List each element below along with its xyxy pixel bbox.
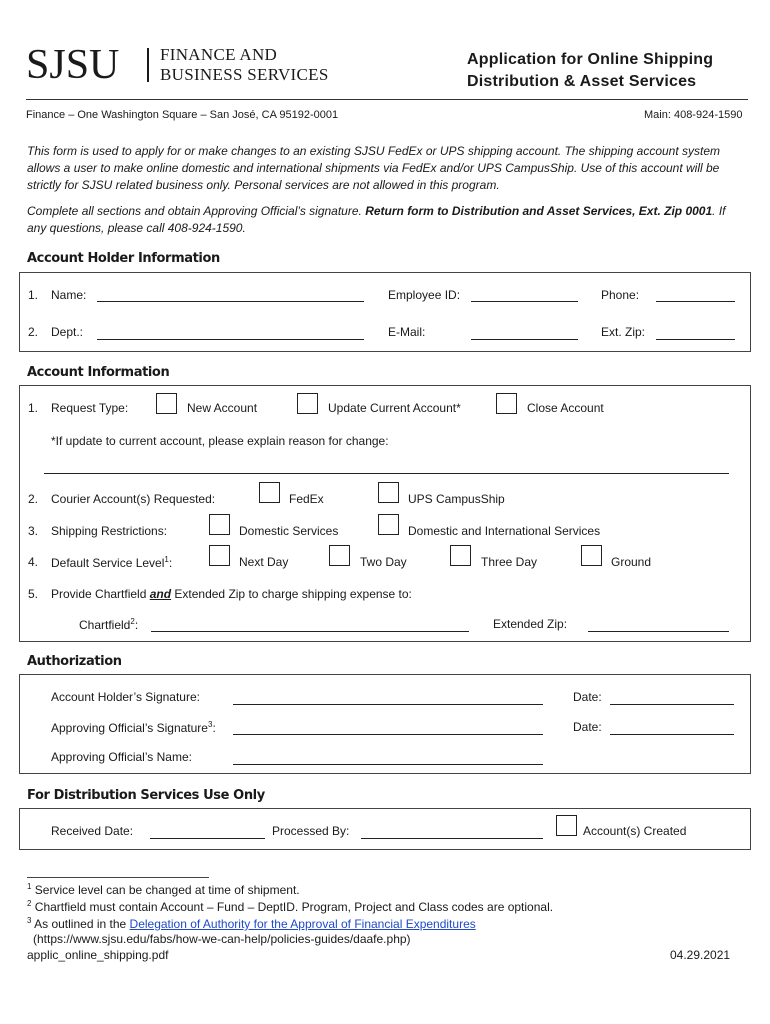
footnote-number: 3 <box>27 916 32 925</box>
form-title-line1: Application for Online Shipping <box>467 51 714 68</box>
processed-by-label: Processed By: <box>272 824 350 838</box>
footnote-separator <box>27 877 209 878</box>
phone-input-line[interactable] <box>656 301 735 302</box>
holder-date-line[interactable] <box>610 704 734 705</box>
domestic-label: Domestic Services <box>239 524 339 538</box>
request-type-label: Request Type: <box>51 401 129 415</box>
footnote-text: Service level can be changed at time of shipment. <box>34 883 300 897</box>
received-date-line[interactable] <box>150 838 265 839</box>
item-number: 3. <box>28 524 39 538</box>
domestic-intl-checkbox[interactable] <box>378 514 399 535</box>
extended-zip-label: Extended Zip: <box>493 617 568 631</box>
footnote-ref: 2 <box>130 617 135 626</box>
return-instructions: Return form to Distribution and Asset Services, Ext. Zip 0001 <box>365 204 713 218</box>
official-name-line[interactable] <box>233 764 543 765</box>
sjsu-logo: SJSU <box>26 42 120 88</box>
two-day-checkbox[interactable] <box>329 545 350 566</box>
courier-label: Courier Account(s) Requested: <box>51 492 216 506</box>
unit-name-line2: BUSINESS SERVICES <box>160 65 329 84</box>
next-day-checkbox[interactable] <box>209 545 230 566</box>
close-account-checkbox[interactable] <box>496 393 517 414</box>
dept-label: Dept.: <box>51 325 84 339</box>
footer-date: 04.29.2021 <box>670 948 731 962</box>
official-name-label: Approving Official’s Name: <box>51 750 192 764</box>
chartfield-instruction-end: Extended Zip to charge shipping expense to: <box>171 587 412 601</box>
new-account-label: New Account <box>187 401 258 415</box>
service-level-text: Default Service Level <box>51 556 165 570</box>
ext-zip-input-line[interactable] <box>656 339 735 340</box>
section-heading-authorization: Authorization <box>27 654 122 669</box>
official-signature-line[interactable] <box>233 734 543 735</box>
footnote-ref: 3 <box>207 720 213 729</box>
ups-checkbox[interactable] <box>378 482 399 503</box>
processed-by-line[interactable] <box>361 838 543 839</box>
item-number: 2. <box>28 492 39 506</box>
unit-name-line1: FINANCE AND <box>160 45 278 64</box>
section-heading-account-holder: Account Holder Information <box>27 251 220 266</box>
logo-divider <box>147 48 149 82</box>
ground-label: Ground <box>611 555 652 569</box>
fedex-label: FedEx <box>289 492 324 506</box>
date-label: Date: <box>573 690 602 704</box>
item-number: 1. <box>28 288 39 302</box>
ext-zip-label: Ext. Zip: <box>601 325 646 339</box>
two-day-label: Two Day <box>360 555 407 569</box>
section-heading-distribution: For Distribution Services Use Only <box>27 788 265 803</box>
official-signature-text: Approving Official’s Signature <box>51 721 208 735</box>
instructions-text: Complete all sections and obtain Approving Official’s signature. <box>27 204 366 218</box>
form-title-line2: Distribution & Asset Services <box>467 73 697 90</box>
contact-text: . If any questions, please call 408-924-1590. <box>27 204 726 235</box>
address-text: Finance – One Washington Square – San José, CA 95192-0001 <box>26 109 339 121</box>
delegation-of-authority-link[interactable]: Delegation of Authority for the Approval of Financial Expenditures <box>129 917 476 931</box>
holder-signature-line[interactable] <box>233 704 543 705</box>
update-account-checkbox[interactable] <box>297 393 318 414</box>
accounts-created-label: Account(s) Created <box>583 824 687 838</box>
footnote-1 <box>27 882 300 897</box>
domestic-intl-label: Domestic and International Services <box>408 524 601 538</box>
instructions-paragraph <box>27 203 727 237</box>
chartfield-instruction <box>51 587 412 601</box>
restrictions-label: Shipping Restrictions: <box>51 524 168 538</box>
intro-paragraph: This form is used to apply for or make changes to an existing SJSU FedEx or UPS shipping account. The shipping account system allows a user to make online domestic and international shipments via FedEx and/or UPS CampusShip. Use of this account will be strictly for SJSU related business only. Personal services are not allowed in this program. <box>27 144 721 192</box>
ups-label: UPS CampusShip <box>408 492 505 506</box>
employee-id-label: Employee ID: <box>388 288 461 302</box>
three-day-checkbox[interactable] <box>450 545 471 566</box>
service-level-label: Default Service Level$^1$: <box>51 555 173 570</box>
received-date-label: Received Date: <box>51 824 134 838</box>
chartfield-text: Chartfield <box>79 618 131 632</box>
new-account-checkbox[interactable] <box>156 393 177 414</box>
footnote-3 <box>27 916 476 931</box>
close-account-label: Close Account <box>527 401 604 415</box>
footnote-number: 2 <box>27 899 32 908</box>
accounts-created-checkbox[interactable] <box>556 815 577 836</box>
footnote-ref: 1 <box>164 555 169 564</box>
section-heading-account-info: Account Information <box>27 365 170 380</box>
item-number: 5. <box>28 587 39 601</box>
fedex-checkbox[interactable] <box>259 482 280 503</box>
update-account-label: Update Current Account* <box>328 401 461 415</box>
chartfield-input-line[interactable] <box>151 631 469 632</box>
item-number: 4. <box>28 555 39 569</box>
domestic-checkbox[interactable] <box>209 514 230 535</box>
chartfield-instruction-text: Provide Chartfield <box>51 587 150 601</box>
ground-checkbox[interactable] <box>581 545 602 566</box>
footnote-text: Chartfield must contain Account – Fund – DeptID. Program, Project and Class codes are optional. <box>34 900 554 914</box>
footer-filename: applic_online_shipping.pdf <box>27 948 169 962</box>
account-holder-box <box>19 272 751 352</box>
chartfield-emphasis: and <box>149 587 172 601</box>
footnote-3-url: (https://www.sjsu.edu/fabs/how-we-can-help/policies-guides/daafe.php) <box>33 932 411 946</box>
footnote-number: 1 <box>27 882 32 891</box>
dept-input-line[interactable] <box>97 339 364 340</box>
holder-signature-label: Account Holder’s Signature: <box>51 690 200 704</box>
item-number: 2. <box>28 325 39 339</box>
employee-id-input-line[interactable] <box>471 301 578 302</box>
date-label: Date: <box>573 720 602 734</box>
official-signature-label: Approving Official’s Signature$^3$: <box>51 720 216 735</box>
next-day-label: Next Day <box>239 555 289 569</box>
update-reason-input-line[interactable] <box>44 473 729 474</box>
official-date-line[interactable] <box>610 734 734 735</box>
item-number: 1. <box>28 401 39 415</box>
extended-zip-input-line[interactable] <box>588 631 729 632</box>
footnote-text: As outlined in the <box>34 917 130 931</box>
main-phone: Main: 408-924-1590 <box>644 109 743 121</box>
name-label: Name: <box>51 288 87 302</box>
three-day-label: Three Day <box>481 555 538 569</box>
update-reason-note: *If update to current account, please explain reason for change: <box>51 434 389 448</box>
phone-label: Phone: <box>601 288 640 302</box>
name-input-line[interactable] <box>97 301 364 302</box>
email-input-line[interactable] <box>471 339 578 340</box>
email-label: E-Mail: <box>388 325 426 339</box>
header-rule <box>26 99 748 100</box>
footnote-2 <box>27 899 553 914</box>
chartfield-label: Chartfield$^2$: <box>79 617 139 632</box>
